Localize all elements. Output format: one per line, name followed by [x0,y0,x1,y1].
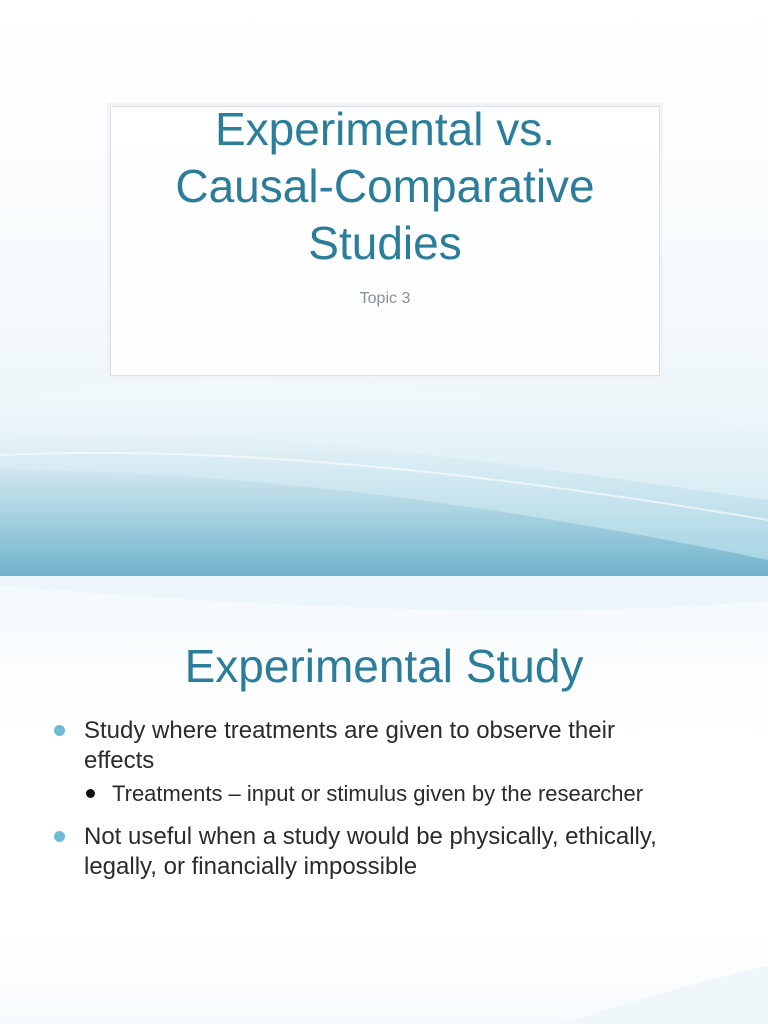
sub-bullet-dot-icon [86,789,95,798]
bullet-line: effects [84,747,155,774]
sub-bullet-line: Treatments – input or stimulus given by the researcher [112,781,644,806]
title-line-2: Causal-Comparative [175,160,595,212]
title-box [110,103,660,376]
sub-bullet-item [54,780,734,808]
title-line-1: Experimental vs. [214,103,555,155]
slide-title: Experimental Study [184,640,584,692]
slide-subtitle: Topic 3 [359,290,411,307]
bullet-dot-icon [54,725,65,736]
slide-title [111,101,659,272]
bullet-line: Study where treatments are given to observe their [84,717,615,744]
bullet-dot-icon [54,831,65,842]
bullet-line: legally, or financially impossible [84,853,418,880]
bullet-item [54,822,734,882]
bullet-item [54,716,734,776]
title-line-3: Studies [308,217,462,269]
bullet-list [54,716,734,886]
content-slide [0,576,768,1024]
bullet-line: Not useful when a study would be physically, ethically, [84,823,657,850]
